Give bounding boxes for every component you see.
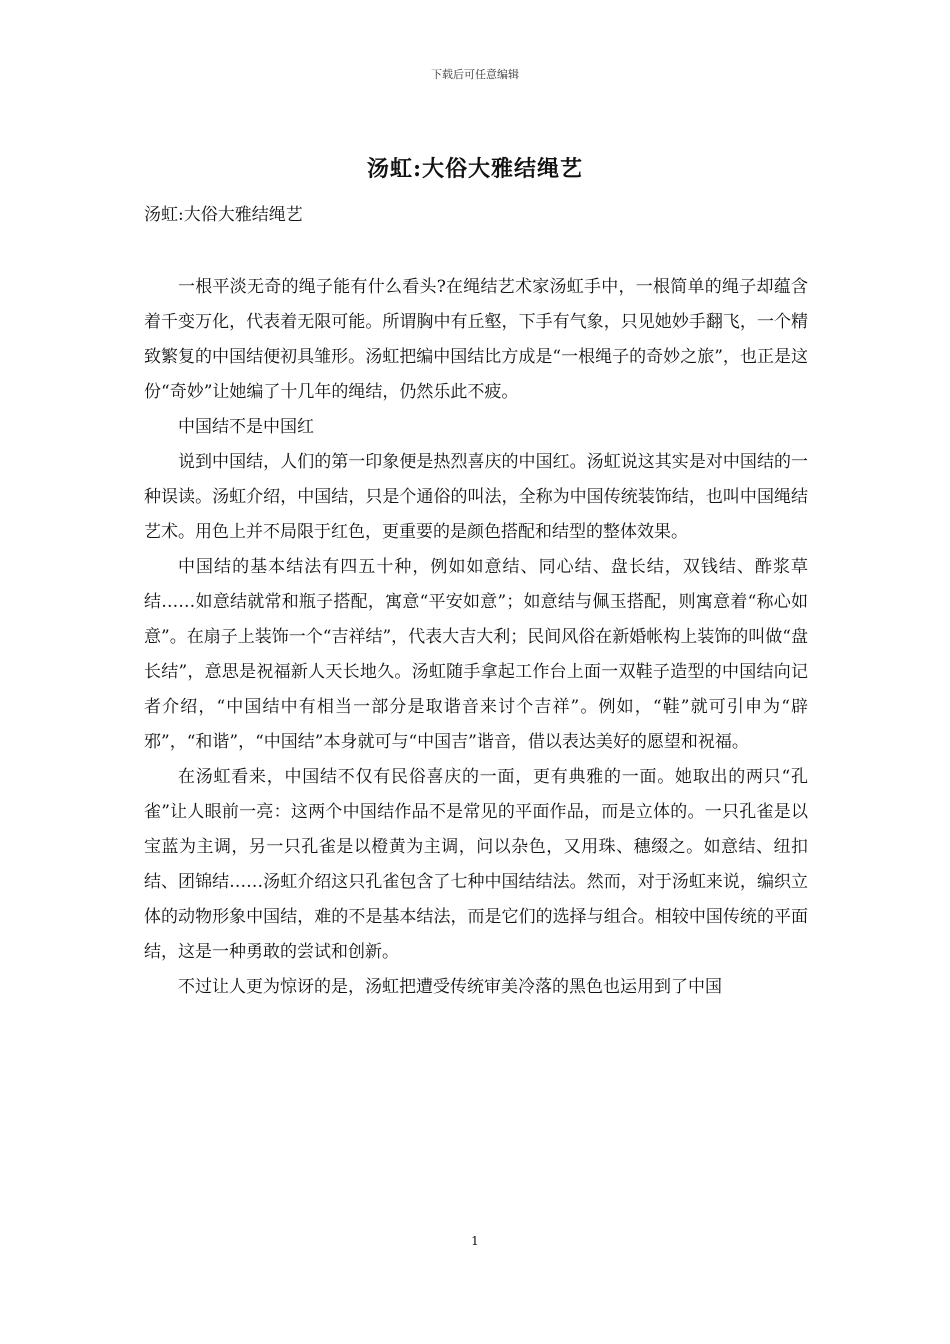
article-body bbox=[144, 270, 808, 1005]
section-heading: 中国结不是中国红 bbox=[178, 417, 314, 437]
header-note: 下载后可任意编辑 bbox=[431, 68, 519, 81]
paragraph: 不过让人更为惊讶的是，汤虹把遭受传统审美冷落的黑色也运用到了中国 bbox=[178, 977, 722, 997]
paragraph-intro: 一根平淡无奇的绳子能有什么看头?在绳结艺术家汤虹手中，一根简单的绳子却蕴含着千变万化，代表着无限可能。所谓胸中有丘壑，下手有气象，只见她妙手翻飞，一个精致繁复的中国结便初具雏形。汤虹把编中国结比方成是“一根绳子的奇妙之旅”，也正是这份“奇妙”让她编了十几年的绳结，仍然乐此不疲。 bbox=[144, 277, 808, 402]
paragraph: 中国结的基本结法有四五十种，例如如意结、同心结、盘长结，双钱结、酢浆草结……如意结就常和瓶子搭配，寓意“平安如意”；如意结与佩玉搭配，则寓意着“称心如意”。在扇子上装饰一个“吉祥结”，代表大吉大利；民间风俗在新婚帐构上装饰的叫做“盘长结”，意思是祝福新人天长地久。汤虹随手拿起工作台上面一双鞋子造型的中国结向记者介绍，“中国结中有相当一部分是取谐音来讨个吉祥”。例如，“鞋”就可引申为“辟邪”，“和谐”，“中国结”本身就可与“中国吉”谐音，借以表达美好的愿望和祝福。 bbox=[144, 557, 808, 752]
document-subtitle: 汤虹:大俗大雅结绳艺 bbox=[144, 205, 303, 225]
page-number: 1 bbox=[471, 1234, 479, 1248]
document-title: 汤虹:大俗大雅结绳艺 bbox=[366, 156, 584, 182]
paragraph: 在汤虹看来，中国结不仅有民俗喜庆的一面，更有典雅的一面。她取出的两只“孔雀”让人眼前一亮：这两个中国结作品不是常见的平面作品，而是立体的。一只孔雀是以宝蓝为主调，另一只孔雀是以橙黄为主调，问以杂色，又用珠、穗缀之。如意结、纽扣结、团锦结……汤虹介绍这只孔雀包含了七种中国结结法。然而，对于汤虹来说，编织立体的动物形象中国结，难的不是基本结法，而是它们的选择与组合。相较中国传统的平面结，这是一种勇敢的尝试和创新。 bbox=[144, 767, 808, 962]
paragraph: 说到中国结，人们的第一印象便是热烈喜庆的中国红。汤虹说这其实是对中国结的一种误读。汤虹介绍，中国结，只是个通俗的叫法，全称为中国传统装饰结，也叫中国绳结艺术。用色上并不局限于红色，更重要的是颜色搭配和结型的整体效果。 bbox=[144, 452, 808, 542]
